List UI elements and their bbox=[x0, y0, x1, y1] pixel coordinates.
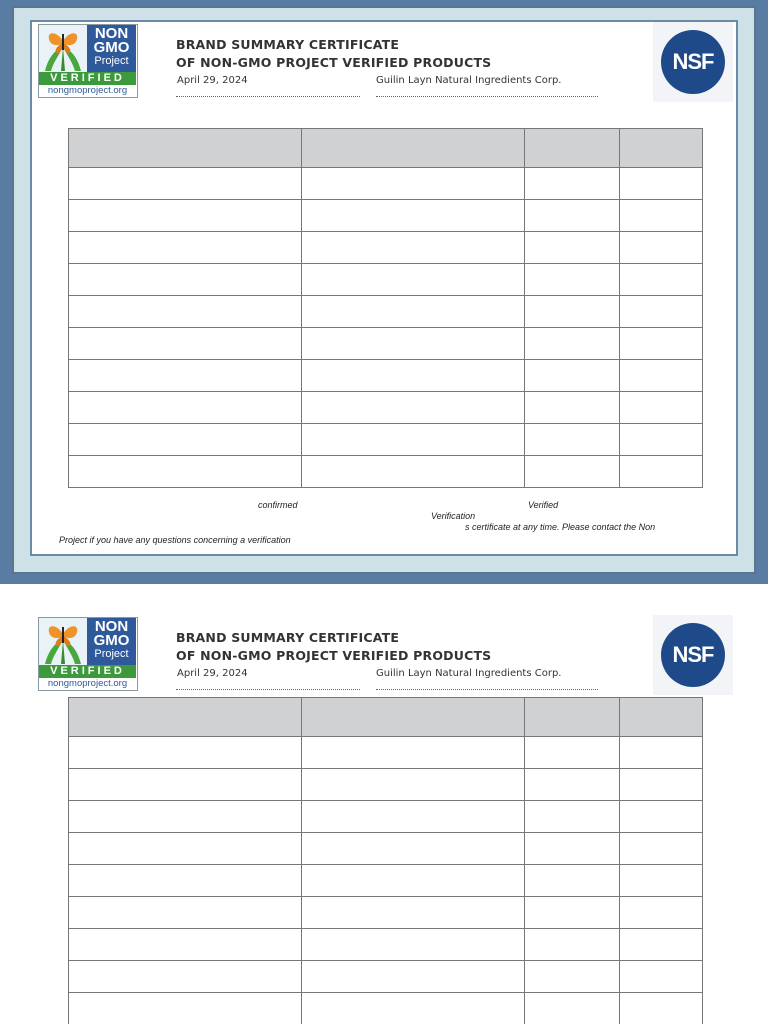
nsf-logo-text: NSF bbox=[661, 30, 725, 94]
non-gmo-logo-page-2 bbox=[38, 617, 138, 691]
table-cell bbox=[525, 392, 620, 424]
certificate-title-line-1-page-2: BRAND SUMMARY CERTIFICATE bbox=[176, 630, 400, 645]
table-cell bbox=[69, 993, 302, 1024]
table-row bbox=[69, 424, 703, 456]
table-cell bbox=[302, 328, 525, 360]
table-cell bbox=[302, 833, 525, 865]
table-cell bbox=[620, 392, 703, 424]
butterfly-icon bbox=[39, 618, 87, 665]
table-cell bbox=[525, 897, 620, 929]
table-row bbox=[69, 264, 703, 296]
table-cell bbox=[302, 296, 525, 328]
certificate-date: April 29, 2024 bbox=[177, 75, 248, 86]
table-row bbox=[69, 929, 703, 961]
table-cell bbox=[620, 769, 703, 801]
table-cell bbox=[525, 168, 620, 200]
table-cell bbox=[620, 264, 703, 296]
products-table-page-2 bbox=[68, 697, 703, 1024]
table-cell bbox=[525, 232, 620, 264]
table-cell bbox=[525, 424, 620, 456]
logo-line-non: NON bbox=[94, 25, 129, 42]
table-cell bbox=[620, 424, 703, 456]
logo-line-gmo: GMO bbox=[93, 39, 130, 56]
table-cell bbox=[620, 360, 703, 392]
table-cell bbox=[525, 769, 620, 801]
table-cell bbox=[620, 232, 703, 264]
table-header-row bbox=[69, 698, 703, 737]
table-cell bbox=[525, 737, 620, 769]
table-cell bbox=[620, 456, 703, 488]
date-underline-page-2 bbox=[176, 689, 360, 690]
table-row bbox=[69, 769, 703, 801]
table-cell bbox=[302, 993, 525, 1024]
table-cell bbox=[69, 865, 302, 897]
logo-text-block bbox=[87, 618, 136, 665]
table-cell bbox=[69, 833, 302, 865]
table-cell bbox=[525, 360, 620, 392]
table-cell bbox=[620, 168, 703, 200]
table-row bbox=[69, 737, 703, 769]
table-row bbox=[69, 328, 703, 360]
table-cell bbox=[525, 929, 620, 961]
table-cell bbox=[302, 929, 525, 961]
table-cell bbox=[302, 897, 525, 929]
logo-url: nongmoproject.org bbox=[47, 85, 128, 96]
table-cell bbox=[302, 232, 525, 264]
table-cell bbox=[525, 993, 620, 1024]
table-row bbox=[69, 456, 703, 488]
table-cell bbox=[525, 801, 620, 833]
table-row bbox=[69, 897, 703, 929]
table-cell bbox=[525, 865, 620, 897]
table-row bbox=[69, 865, 703, 897]
table-row bbox=[69, 232, 703, 264]
table-cell bbox=[302, 961, 525, 993]
table-cell bbox=[69, 929, 302, 961]
note-confirmed: confirmed bbox=[258, 500, 298, 510]
table-cell bbox=[69, 328, 302, 360]
table-cell bbox=[302, 424, 525, 456]
table-cell bbox=[620, 296, 703, 328]
table-cell bbox=[69, 264, 302, 296]
table-cell bbox=[69, 392, 302, 424]
non-gmo-logo bbox=[38, 24, 138, 98]
products-table-page-1 bbox=[68, 128, 703, 488]
table-row bbox=[69, 168, 703, 200]
certificate-date-page-2: April 29, 2024 bbox=[177, 668, 248, 679]
table-row bbox=[69, 993, 703, 1024]
table-header-cell bbox=[525, 698, 620, 737]
table-cell bbox=[525, 264, 620, 296]
table-cell bbox=[302, 392, 525, 424]
table-row bbox=[69, 801, 703, 833]
table-header-cell bbox=[525, 129, 620, 168]
logo-verified: VERIFIED bbox=[39, 665, 136, 678]
table-cell bbox=[302, 769, 525, 801]
table-header-cell bbox=[69, 129, 302, 168]
certificate-title-line-1: BRAND SUMMARY CERTIFICATE bbox=[176, 37, 400, 52]
table-cell bbox=[302, 456, 525, 488]
table-header-row bbox=[69, 129, 703, 168]
table-header-cell bbox=[620, 698, 703, 737]
logo-line-non: NON bbox=[94, 618, 129, 635]
table-row bbox=[69, 833, 703, 865]
table-header-cell bbox=[69, 698, 302, 737]
table-cell bbox=[525, 328, 620, 360]
nsf-logo-text: NSF bbox=[661, 623, 725, 687]
table-cell bbox=[69, 168, 302, 200]
table-cell bbox=[620, 929, 703, 961]
table-row bbox=[69, 200, 703, 232]
table-cell bbox=[69, 232, 302, 264]
logo-line-project: Project bbox=[94, 55, 129, 67]
table-cell bbox=[620, 200, 703, 232]
table-header-cell bbox=[302, 698, 525, 737]
table-cell bbox=[69, 456, 302, 488]
company-name-page-2: Guilin Layn Natural Ingredients Corp. bbox=[376, 668, 562, 679]
table-cell bbox=[69, 737, 302, 769]
logo-url: nongmoproject.org bbox=[47, 678, 128, 689]
table-header-cell bbox=[302, 129, 525, 168]
table-cell bbox=[69, 296, 302, 328]
company-underline bbox=[376, 96, 598, 97]
table-row bbox=[69, 961, 703, 993]
table-cell bbox=[620, 737, 703, 769]
table-cell bbox=[69, 961, 302, 993]
table-cell bbox=[69, 897, 302, 929]
nsf-logo bbox=[653, 22, 733, 102]
certificate-title-line-2-page-2: OF NON-GMO PROJECT VERIFIED PRODUCTS bbox=[176, 648, 492, 663]
table-cell bbox=[620, 961, 703, 993]
table-cell bbox=[620, 897, 703, 929]
table-cell bbox=[525, 456, 620, 488]
certificate-title-line-2: OF NON-GMO PROJECT VERIFIED PRODUCTS bbox=[176, 55, 492, 70]
table-cell bbox=[620, 865, 703, 897]
table-cell bbox=[69, 360, 302, 392]
table-cell bbox=[525, 833, 620, 865]
note-certificate-line: s certificate at any time. Please contact the Non bbox=[465, 522, 656, 532]
logo-line-project: Project bbox=[94, 648, 129, 660]
logo-line-gmo: GMO bbox=[93, 632, 130, 649]
table-row bbox=[69, 296, 703, 328]
table-row bbox=[69, 392, 703, 424]
table-cell bbox=[302, 865, 525, 897]
table-cell bbox=[69, 200, 302, 232]
table-cell bbox=[302, 264, 525, 296]
table-cell bbox=[302, 168, 525, 200]
note-project-line: Project if you have any questions concerning a verification bbox=[59, 535, 291, 545]
nsf-logo-page-2 bbox=[653, 615, 733, 695]
note-verification: Verification bbox=[431, 511, 476, 521]
table-cell bbox=[302, 737, 525, 769]
table-cell bbox=[69, 801, 302, 833]
date-underline bbox=[176, 96, 360, 97]
table-cell bbox=[525, 296, 620, 328]
table-row bbox=[69, 360, 703, 392]
table-cell bbox=[69, 769, 302, 801]
table-cell bbox=[620, 328, 703, 360]
table-cell bbox=[620, 833, 703, 865]
butterfly-icon bbox=[39, 25, 87, 72]
table-cell bbox=[620, 993, 703, 1024]
company-underline-page-2 bbox=[376, 689, 598, 690]
table-cell bbox=[525, 961, 620, 993]
company-name: Guilin Layn Natural Ingredients Corp. bbox=[376, 75, 562, 86]
logo-verified: VERIFIED bbox=[39, 72, 136, 85]
table-header-cell bbox=[620, 129, 703, 168]
table-cell bbox=[302, 801, 525, 833]
table-cell bbox=[620, 801, 703, 833]
table-cell bbox=[525, 200, 620, 232]
logo-text-block bbox=[87, 25, 136, 72]
table-cell bbox=[302, 360, 525, 392]
note-verified: Verified bbox=[528, 500, 559, 510]
table-cell bbox=[302, 200, 525, 232]
table-cell bbox=[69, 424, 302, 456]
